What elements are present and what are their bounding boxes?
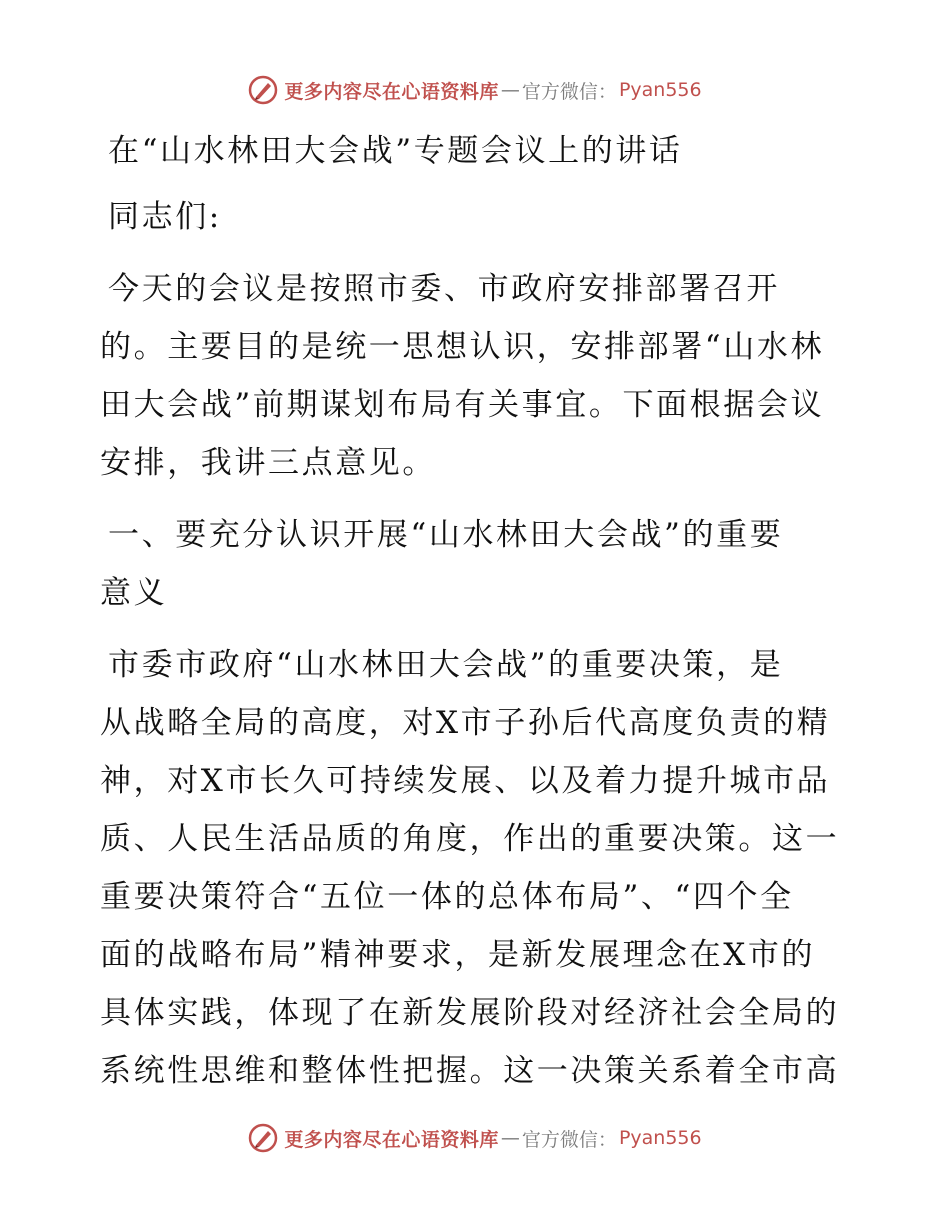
paragraph-line: 重要决策符合“五位一体的总体布局”、“四个全 xyxy=(100,879,794,915)
heading-line: 一、要充分认识开展“山水林田大会战”的重要 xyxy=(108,517,784,553)
watermark-text: 更多内容尽在心语资料库 xyxy=(284,1128,499,1151)
pen-logo-icon xyxy=(248,1123,278,1153)
paragraph-line: 今天的会议是按照市委、市政府安排部署召开 xyxy=(108,271,780,307)
watermark-label: 官方微信： xyxy=(521,1128,617,1151)
paragraph-line: 田大会战”前期谋划布局有关事宜。下面根据会议 xyxy=(100,387,825,423)
paragraph-line: 质、人民生活品质的角度，作出的重要决策。这一 xyxy=(100,821,840,857)
watermark-separator: — xyxy=(500,79,520,101)
paragraph-line: 系统性思维和整体性把握。这一决策关系着全市高 xyxy=(100,1053,840,1089)
salutation: 同志们: xyxy=(108,199,222,235)
watermark-account: Pyan556 xyxy=(618,1127,702,1149)
paragraph-line: 具体实践，体现了在新发展阶段对经济社会全局的 xyxy=(100,995,840,1031)
document-title: 在“山水林田大会战”专题会议上的讲话 xyxy=(108,133,683,169)
pen-logo-icon xyxy=(248,75,278,105)
watermark-text: 更多内容尽在心语资料库 xyxy=(284,80,499,103)
header-watermark xyxy=(0,70,950,110)
intro-paragraph xyxy=(100,260,848,492)
watermark-label: 官方微信： xyxy=(521,80,617,103)
footer-watermark xyxy=(0,1118,950,1158)
document-body xyxy=(100,122,848,1100)
paragraph-line: 神，对X市长久可持续发展、以及着力提升城市品 xyxy=(100,763,831,799)
heading-line: 意义 xyxy=(100,575,168,611)
section-heading xyxy=(100,506,848,622)
paragraph-line: 面的战略布局”精神要求，是新发展理念在X市的 xyxy=(100,937,816,973)
watermark-separator: — xyxy=(500,1127,520,1149)
watermark-account: Pyan556 xyxy=(618,79,702,101)
paragraph-line: 从战略全局的高度，对X市子孙后代高度负责的精 xyxy=(100,705,831,741)
body-paragraph xyxy=(100,636,848,1100)
paragraph-line: 的。主要目的是统一思想认识，安排部署“山水林 xyxy=(100,329,825,365)
paragraph-line: 安排，我讲三点意见。 xyxy=(100,445,436,481)
paragraph-line: 市委市政府“山水林田大会战”的重要决策，是 xyxy=(108,647,784,683)
